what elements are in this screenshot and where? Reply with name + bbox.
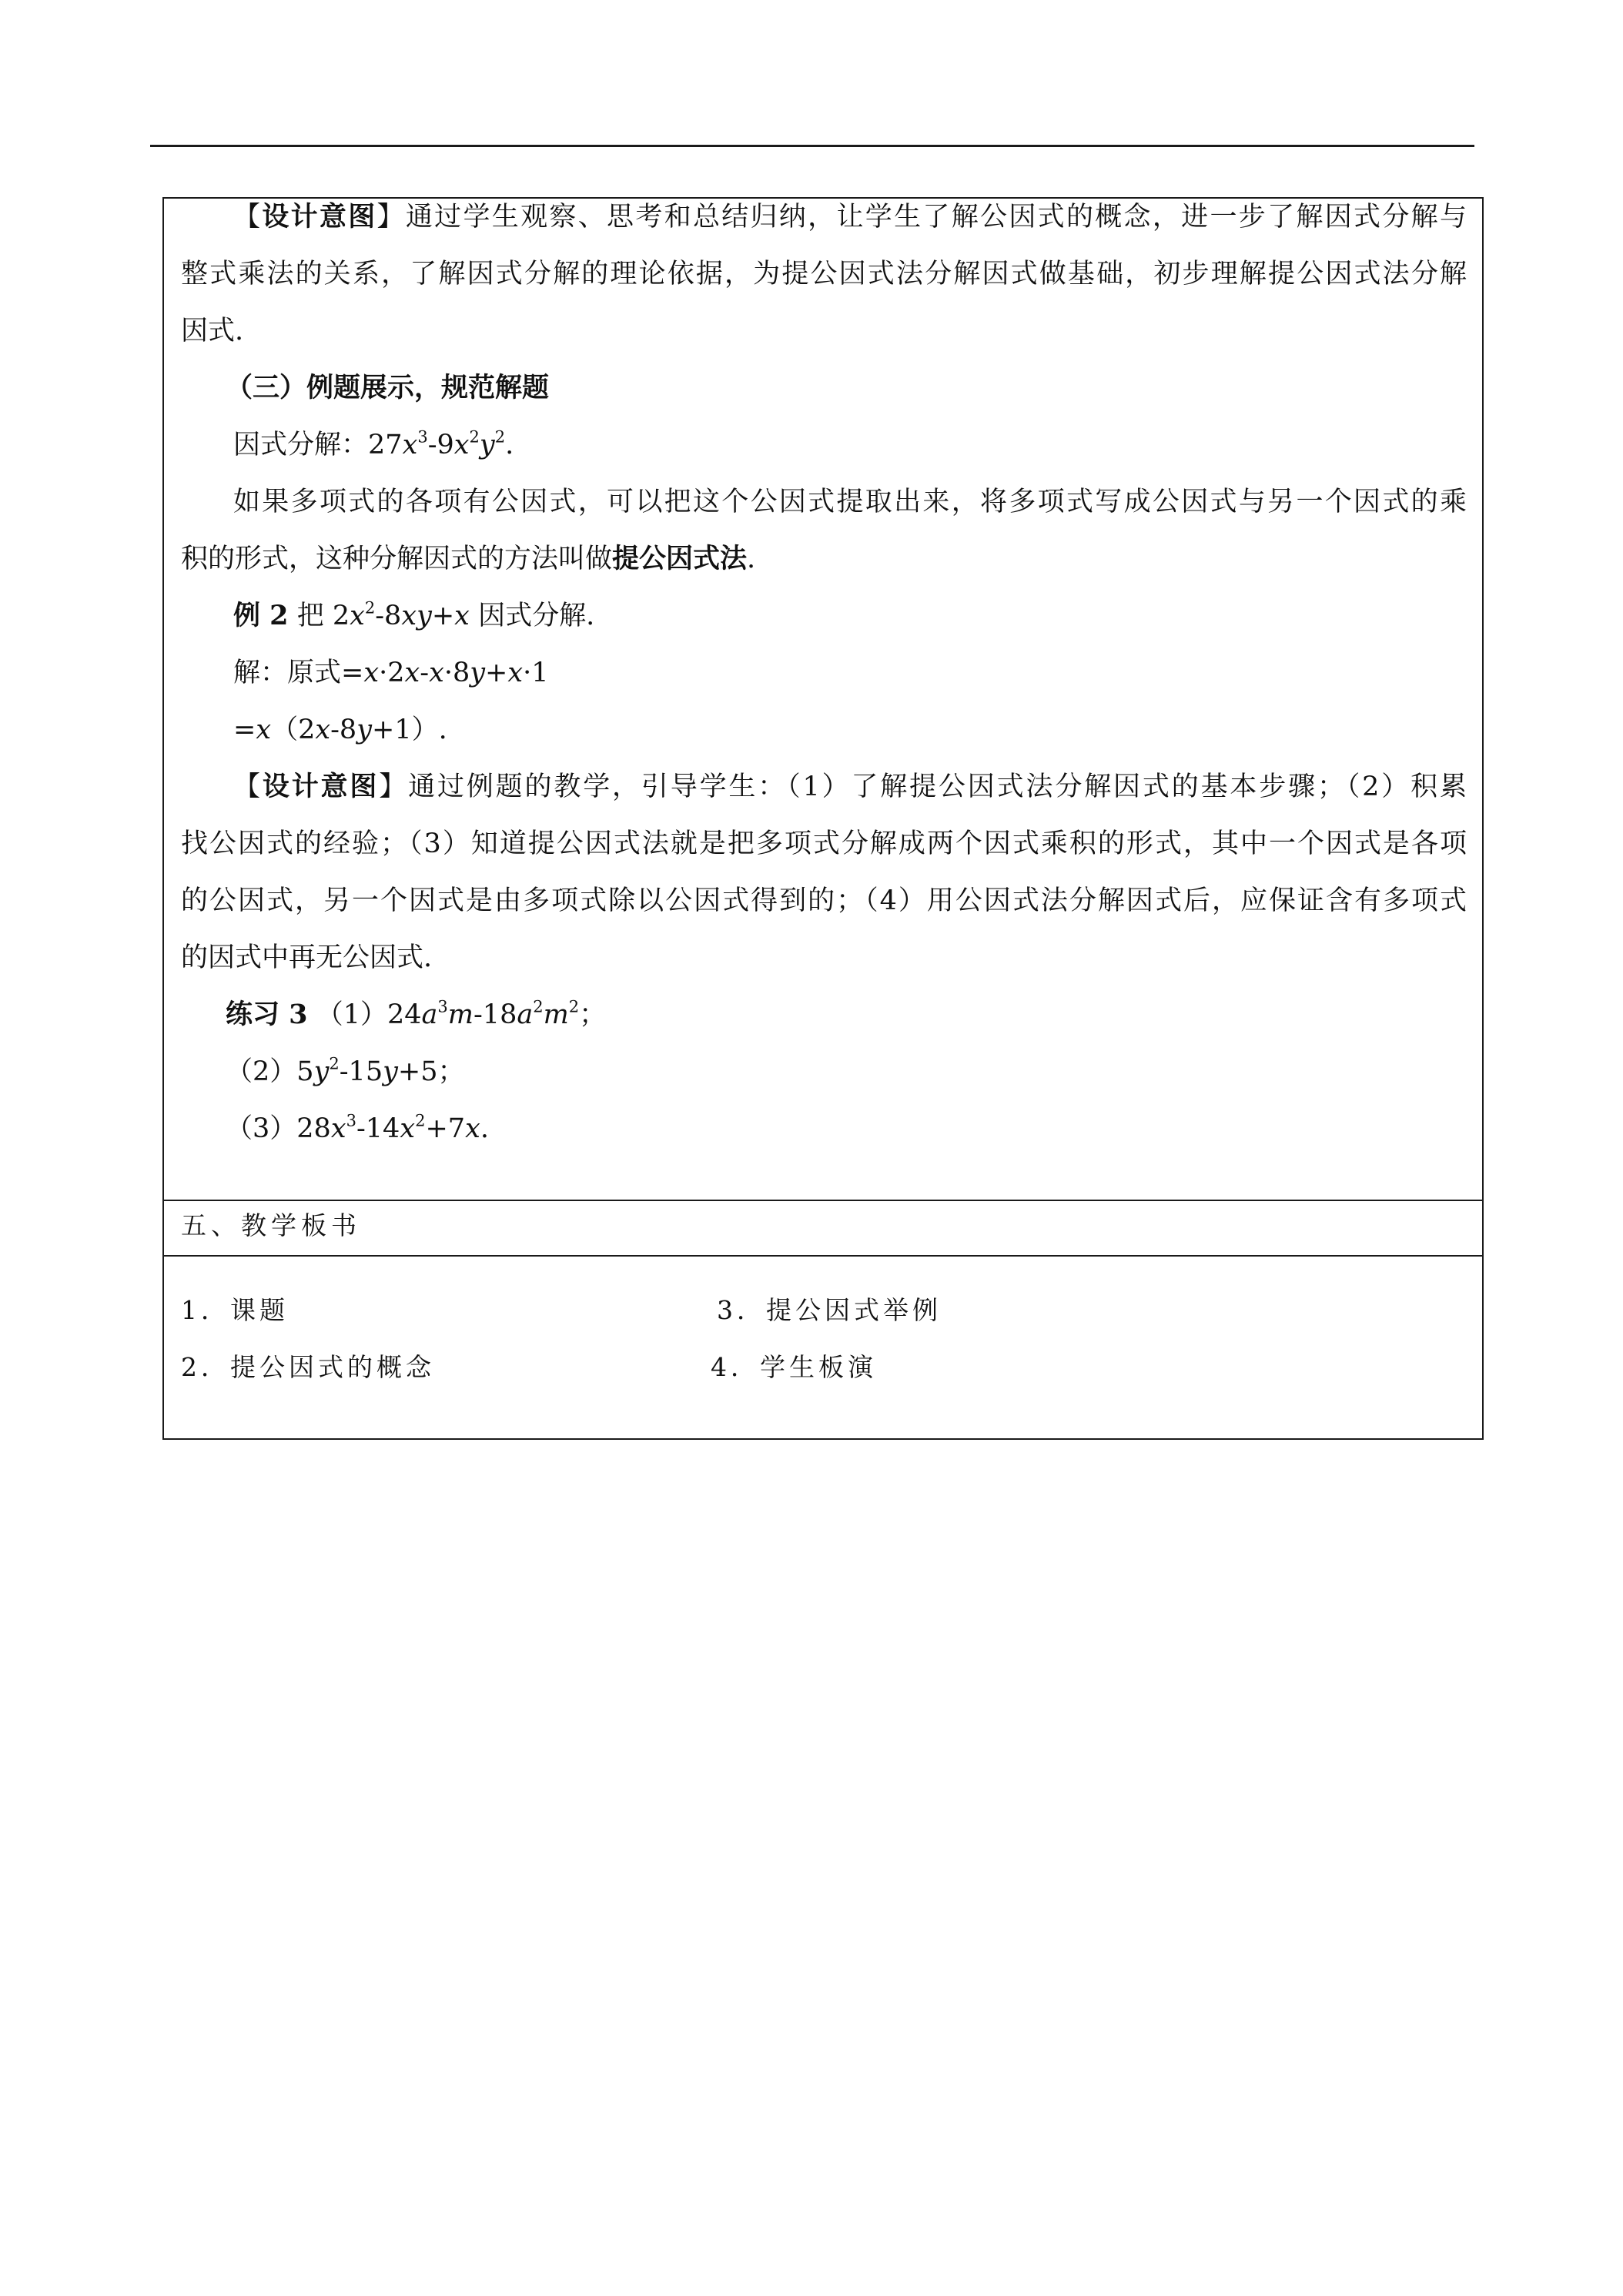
row-divider-bottom bbox=[164, 1255, 1482, 1257]
example-2-label: 例 2 bbox=[233, 600, 289, 631]
factor-prompt: 因式分解：$27x^3-9x^2y^2$. bbox=[233, 427, 514, 460]
design-intent-1-line-1: 【设计意图】通过学生观察、思考和总结归纳，让学生了解公因式的概念，进一步了解因式分解与 bbox=[233, 201, 1467, 233]
exercise-3-label: 练习 3 bbox=[226, 999, 308, 1030]
board-item-2: 2．提公因式的概念 bbox=[181, 1352, 435, 1382]
method-term: 提公因式法 bbox=[612, 543, 748, 574]
section-5-heading: 五、教学板书 bbox=[181, 1210, 361, 1240]
design-intent-2-line-3: 的公因式，另一个因式是由多项式除以公因式得到的；（4）用公因式法分解因式后，应保证含有多项式 bbox=[181, 885, 1467, 916]
design-intent-tag-2: 设计意图 bbox=[262, 771, 380, 802]
design-intent-2-line-2: 找公因式的经验；（3）知道提公因式法就是把多项式分解成两个因式乘积的形式，其中一个因式是各项 bbox=[181, 828, 1467, 859]
section-3-heading: （三）例题展示，规范解题 bbox=[226, 372, 550, 403]
method-definition-line-2: 积的形式，这种分解因式的方法叫做提公因式法. bbox=[181, 543, 756, 574]
board-item-4: 4．学生板演 bbox=[711, 1352, 877, 1382]
board-item-3: 3．提公因式举例 bbox=[717, 1295, 942, 1325]
row-divider-top bbox=[164, 1200, 1482, 1201]
example-2: 例 2 把 $2x^2-8xy+x$ 因式分解. bbox=[233, 598, 595, 631]
design-intent-tag: 设计意图 bbox=[262, 201, 377, 233]
design-intent-2-line-1: 【设计意图】通过例题的教学，引导学生：（1）了解提公因式法分解因式的基本步骤；（2）积累 bbox=[233, 771, 1467, 802]
exercise-3-item-3: $(3)28x^3-14x^2+7x$. bbox=[226, 1111, 489, 1144]
method-definition-line-1: 如果多项式的各项有公因式，可以把这个公因式提取出来，将多项式写成公因式与另一个因式的乘 bbox=[233, 487, 1467, 517]
lesson-table bbox=[162, 197, 1484, 1440]
design-intent-2-line-4: 的因式中再无公因式. bbox=[181, 942, 433, 973]
design-intent-1-line-3: 因式. bbox=[181, 316, 244, 346]
solution-line-2: =x（2x-8y+1）. bbox=[233, 715, 447, 745]
exercise-3-item-1: 练习 3 $(1)24a^3m-18a^2m^2$； bbox=[226, 997, 607, 1030]
header-rule bbox=[150, 145, 1474, 147]
board-item-1: 1．课题 bbox=[181, 1295, 289, 1325]
design-intent-1-line-2: 整式乘法的关系，了解因式分解的理论依据，为提公因式法分解因式做基础，初步理解提公因式法分解 bbox=[181, 259, 1467, 290]
solution-line-1: 解：原式=x·2x-x·8y+x·1 bbox=[233, 658, 549, 688]
exercise-3-item-2: $(2)5y^2-15y+5$； bbox=[226, 1054, 465, 1087]
